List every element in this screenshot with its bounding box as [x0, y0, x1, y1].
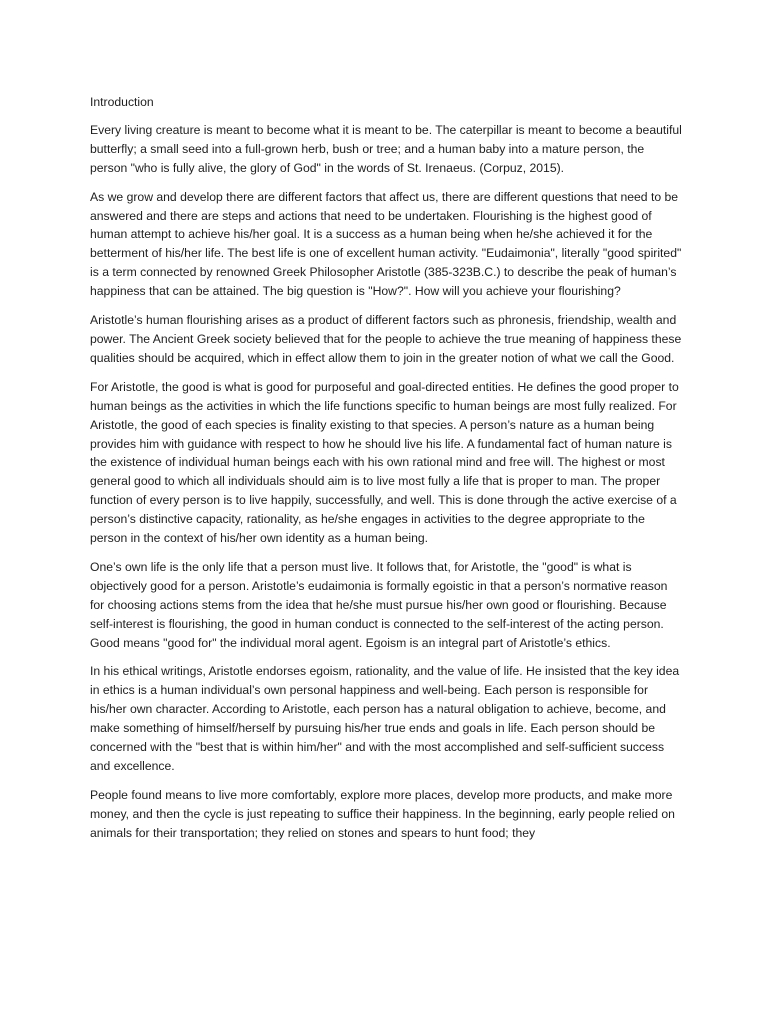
paragraph-6: In his ethical writings, Aristotle endorses egoism, rationality, and the value of life. He insisted that the key idea in ethics is a human individual’s own personal happiness and well-being. Each person is responsible for his/her own character. According to Aristotle, each person has a natural obligation to achieve, become, and make something of himself/herself by pursuing his/her true ends and goals in life. Each person should be concerned with the "best that is within him/her" and with the most accomplished and self-sufficient success and excellence. — [90, 664, 680, 773]
section-heading: Introduction — [90, 95, 154, 109]
paragraph-5: One’s own life is the only life that a person must live. It follows that, for Aristotle, the "good" is what is objectively good for a person. Aristotle’s eudaimonia is formally egoistic in that a person’s normative reason for choosing actions stems from the idea that he/she must pursue his/her own good or flourishing. Because self-interest is flourishing, the good in human conduct is connected to the self-interest of the acting person. Good means "good for" the individual moral agent. Egoism is an integral part of Aristotle’s ethics. — [90, 559, 668, 650]
document-page — [90, 93, 682, 853]
paragraph-3: Aristotle’s human flourishing arises as a product of different factors such as phronesis, friendship, wealth and power. The Ancient Greek society believed that for the people to achieve the true meaning of happiness these qualities should be acquired, which in effect allow them to join in the greater notion of what we call the Good. — [90, 313, 682, 365]
paragraph-4: For Aristotle, the good is what is good for purposeful and goal-directed entities. He defines the good proper to human beings as the activities in which the life functions specific to human beings are most fully realized. For Aristotle, the good of each species is finality existing to that species. A person’s nature as a human being provides him with guidance with respect to how he should live his life. A fundamental fact of human nature is the existence of individual human beings each with his own rational mind and free will. The highest or most general good to which all individuals should aim is to live most fully a life that is proper to man. The proper function of every person is to live happily, successfully, and well. This is done through the active exercise of a person’s distinctive capacity, rationality, as he/she engages in activities to the degree appropriate to the person in the context of his/her own identity as a human being. — [90, 379, 679, 546]
paragraph-1: Every living creature is meant to become what it is meant to be. The caterpillar is meant to become a beautiful butterfly; a small seed into a full-grown herb, bush or tree; and a human baby into a mature person, the person "who is fully alive, the glory of God" in the words of St. Irenaeus. (Corpuz, 2015). — [90, 122, 682, 175]
paragraph-2: As we grow and develop there are different factors that affect us, there are different questions that need to be answered and there are steps and actions that need to be undertaken. Flourishing is the highest good of human attempt to achieve his/her goal. It is a success as a human being when he/she achieved it for the betterment of his/her life. The best life is one of excellent human activity. "Eudaimonia", literally "good spirited" is a term connected by renowned Greek Philosopher Aristotle (385-323B.C.) to describe the peak of human’s happiness that can be attained. The big question is "How?". How will you achieve your flourishing? — [90, 189, 682, 299]
paragraph-7: People found means to live more comfortably, explore more places, develop more products, and make more money, and then the cycle is just repeating to suffice their happiness. In the beginning, early people relied on animals for their transportation; they relied on stones and spears to hunt food; they — [90, 787, 675, 840]
